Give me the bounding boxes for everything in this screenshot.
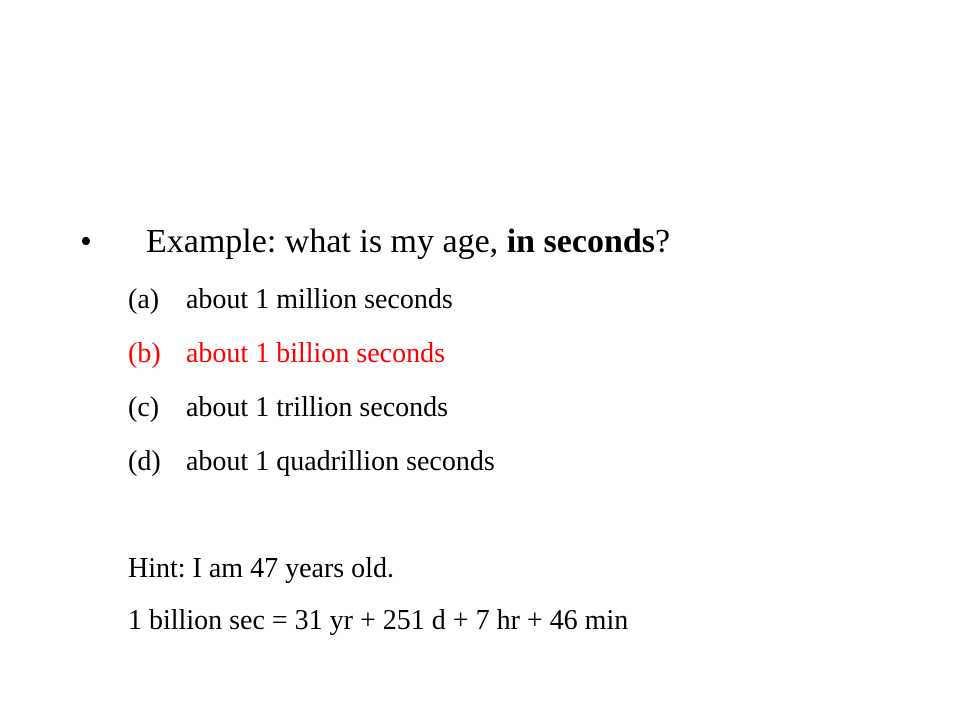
question-prefix: Example: what is my age, xyxy=(146,223,507,260)
question-suffix: ? xyxy=(655,223,671,260)
hint-text: Hint: I am 47 years old. xyxy=(128,553,394,584)
option-label: (b) xyxy=(128,338,161,369)
option-b xyxy=(128,334,928,374)
bullet-icon: • xyxy=(80,223,92,260)
option-label: (a) xyxy=(128,284,160,315)
option-d xyxy=(128,442,928,482)
option-text: about 1 billion seconds xyxy=(186,338,445,369)
fact-text: 1 billion sec = 31 yr + 251 d + 7 hr + 46 min xyxy=(128,605,629,636)
option-label: (c) xyxy=(128,392,160,423)
option-label: (d) xyxy=(128,446,161,477)
option-text: about 1 trillion seconds xyxy=(186,392,449,423)
question-emphasis: in seconds xyxy=(506,223,656,260)
question-line xyxy=(0,214,960,270)
option-a xyxy=(128,280,928,320)
question-text xyxy=(146,218,670,266)
option-c xyxy=(128,388,928,428)
option-text: about 1 million seconds xyxy=(186,284,453,315)
option-text: about 1 quadrillion seconds xyxy=(186,446,495,477)
